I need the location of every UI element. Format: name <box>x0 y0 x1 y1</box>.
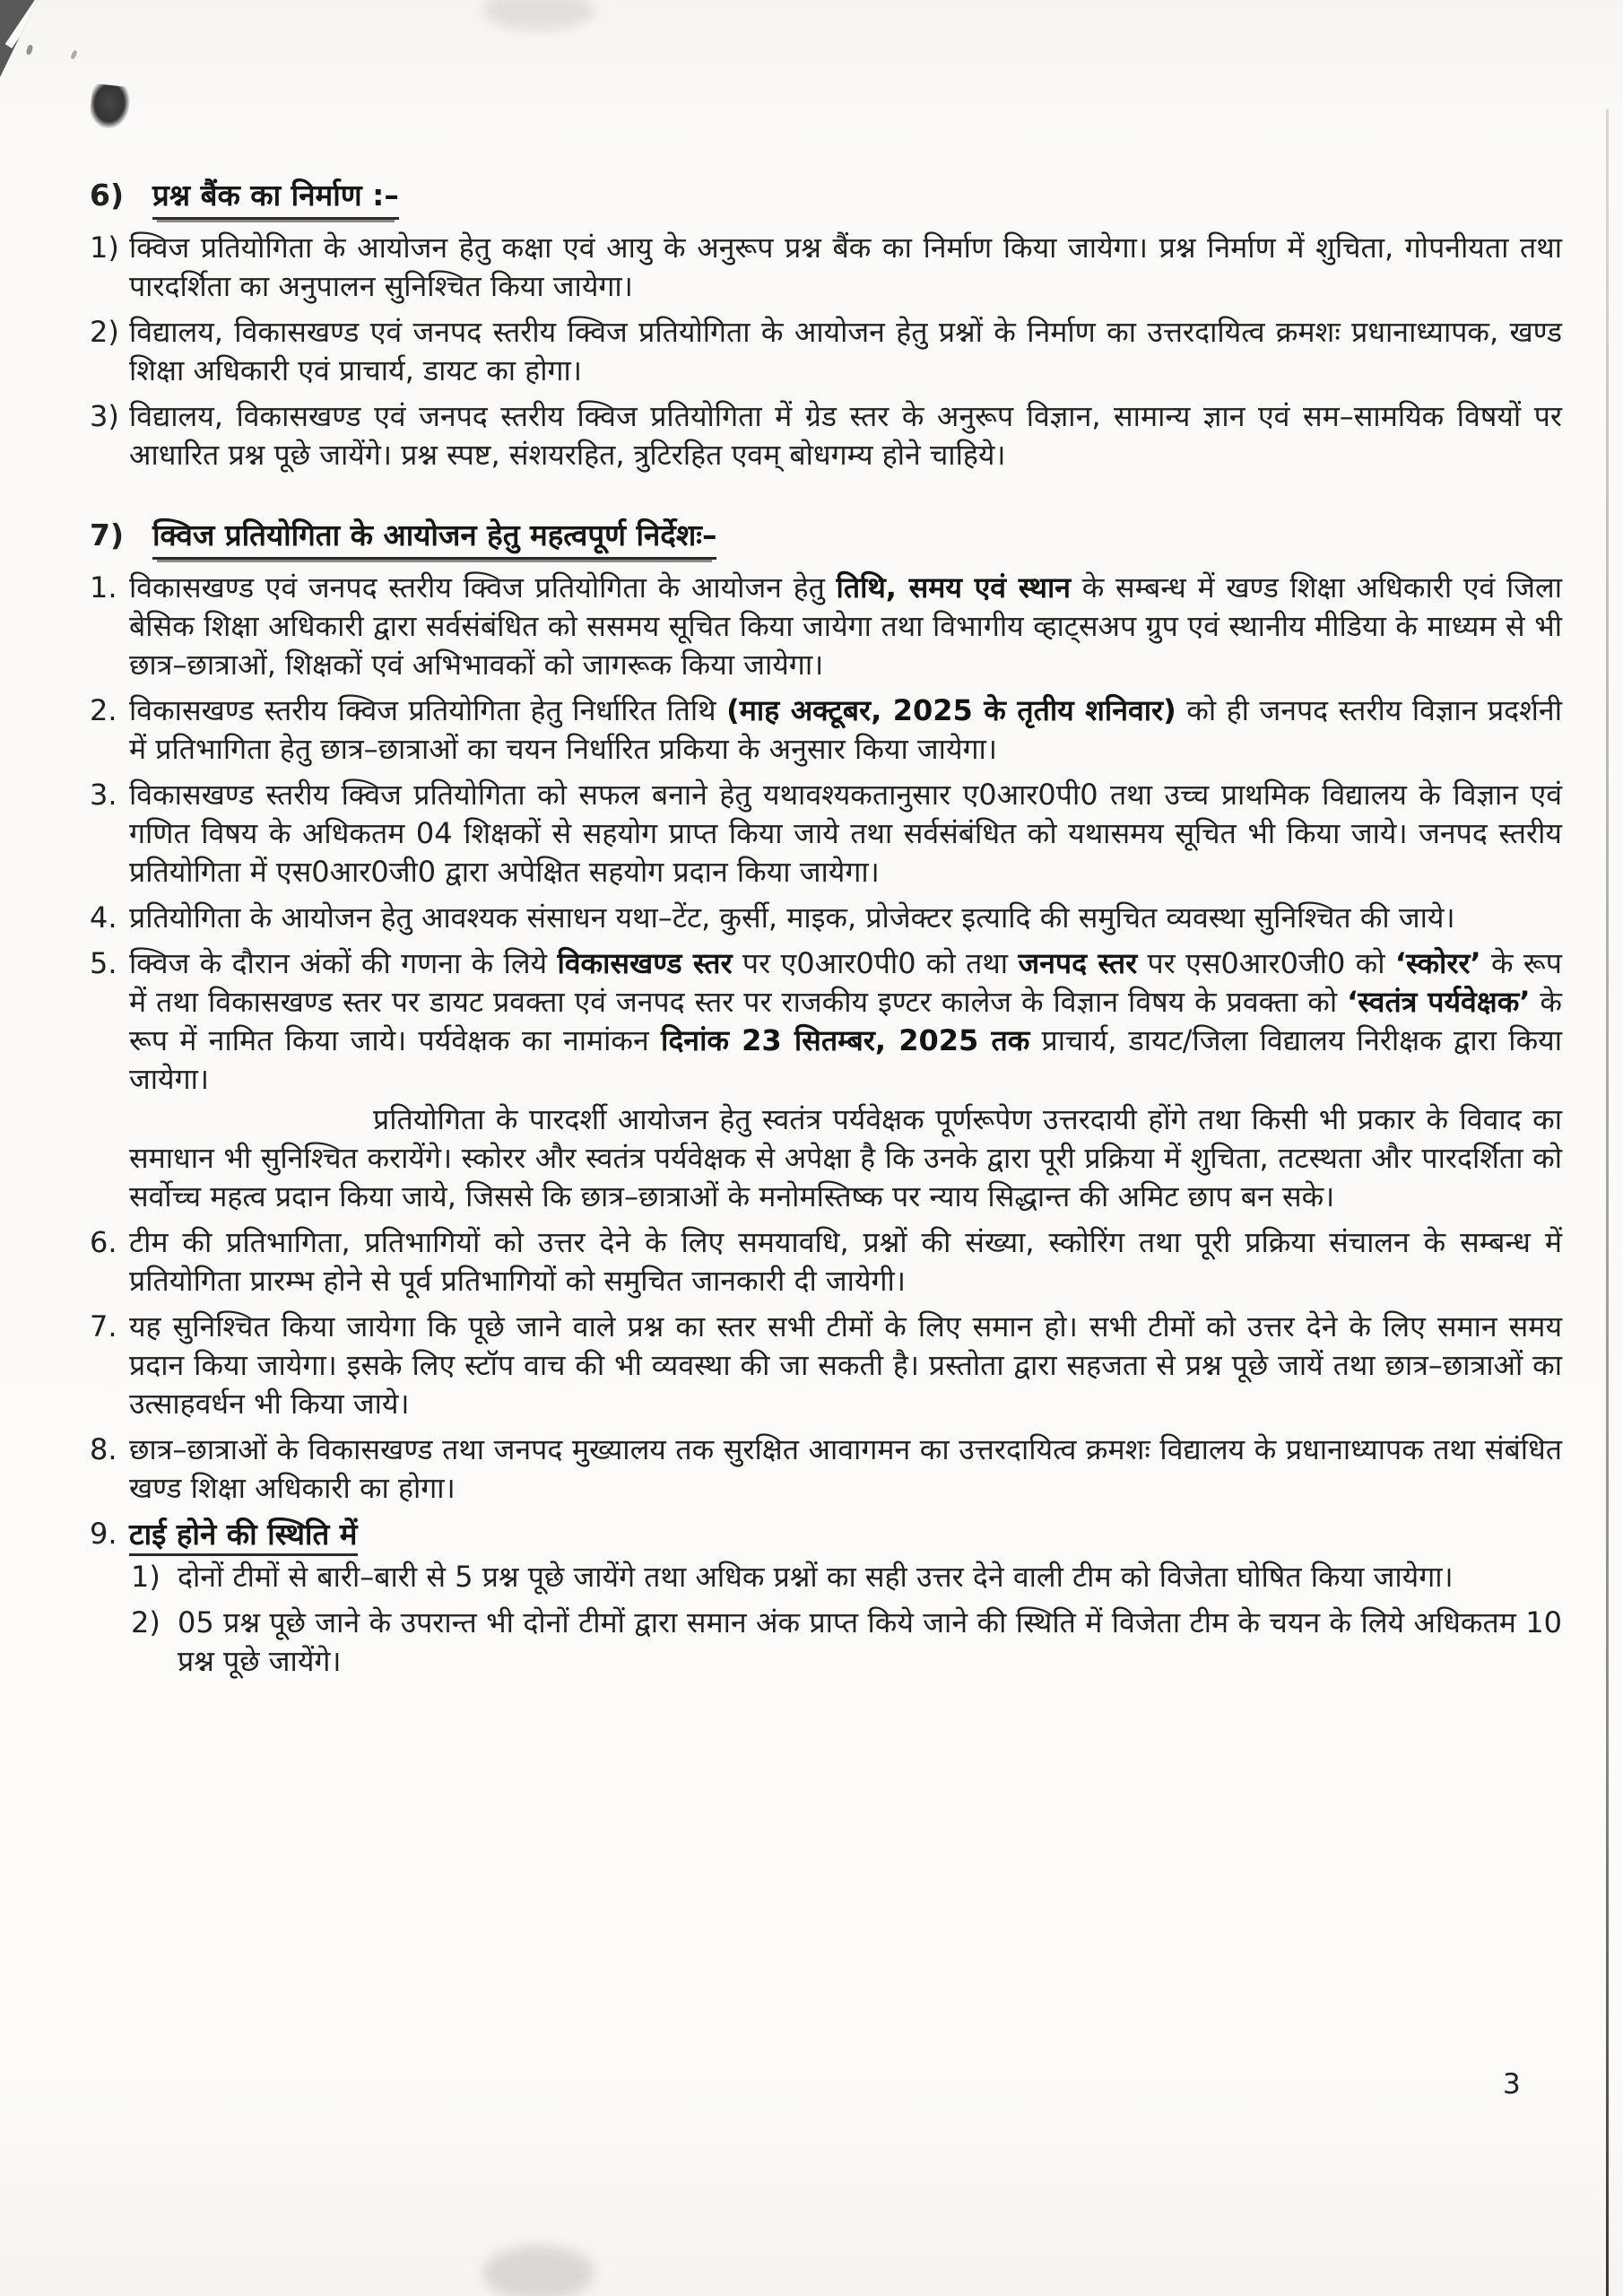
section-number: 6) <box>90 178 125 213</box>
section-7-list <box>90 569 1562 1688</box>
item-text: दोनों टीमों से बारी–बारी से 5 प्रश्न पूछे जायेंगे तथा अधिक प्रश्नों का सही उत्तर देने वाली टीम को विजेता घोषित किया जायेगा। <box>178 1560 1454 1594</box>
list-item <box>90 313 1562 390</box>
ink-speck <box>25 44 33 55</box>
item-number: 4. <box>90 900 117 935</box>
section-6-list <box>90 229 1562 474</box>
item-number: 7. <box>90 1309 117 1344</box>
item-paragraph: प्रतियोगिता के पारदर्शी आयोजन हेतु स्वतंत्र पर्यवेक्षक पूर्णरूपेण उत्तरदायी होंगे तथा किसी भी प्रकार के विवाद का समाधान भी सुनिश्चित करायेंगे। स्कोरर और स्वतंत्र पर्यवेक्षक से अपेक्षा है कि उनके द्वारा पूरी प्रक्रिया में शुचिता, तटस्थता और पारदर्शिता को सर्वोच्च महत्व प्रदान किया जाये, जिससे कि छात्र–छात्राओं के मनोमस्तिष्क पर न्याय सिद्धान्त की अमिट छाप बन सके। <box>129 1102 1562 1213</box>
item-number: 6. <box>90 1225 117 1259</box>
item-text: यह सुनिश्चित किया जायेगा कि पूछे जाने वाले प्रश्न का स्तर सभी टीमों के लिए समान हो। सभी टीमों को उत्तर देने के लिए समान समय प्रदान किया जायेगा। इसके लिए स्टॉप वाच की भी व्यवस्था की जा सकती है। प्रस्तोता द्वारा सहजता से प्रश्न पूछे जायें तथा छात्र–छात्राओं का उत्साहवर्धन भी किया जाये। <box>129 1309 1562 1421</box>
list-item <box>90 229 1562 306</box>
item-text: 05 प्रश्न पूछे जाने के उपरान्त भी दोनों टीमों द्वारा समान अंक प्राप्त किये जाने की स्थिति में विजेता टीम के चयन के लिये अधिकतम 10 प्रश्न पूछे जायेंगे। <box>178 1605 1562 1678</box>
item-number: 3. <box>90 778 117 812</box>
item-number: 2) <box>131 1605 161 1639</box>
section-heading-row <box>90 176 1562 220</box>
list-item <box>90 569 1562 684</box>
list-item <box>90 1308 1562 1423</box>
page-number: 3 <box>1503 2068 1521 2100</box>
section-number: 7) <box>90 517 125 552</box>
item-text <box>129 1515 1562 1688</box>
item-number: 1. <box>90 570 117 604</box>
section-heading: क्विज प्रतियोगिता के आयोजन हेतु महत्वपूर्ण निर्देशः– <box>152 516 716 560</box>
item-number: 1) <box>90 230 119 265</box>
list-item <box>90 1431 1562 1508</box>
item-text: विकासखण्ड स्तरीय क्विज प्रतियोगिता हेतु निर्धारित तिथि (माह अक्टूबर, 2025 के तृतीय शनिवार) को ही जनपद स्तरीय विज्ञान प्रदर्शनी में प्रतिभागिता हेतु छात्र–छात्राओं का चयन निर्धारित प्रकिया के अनुसार किया जायेगा। <box>129 693 1562 766</box>
item-text: प्रतियोगिता के आयोजन हेतु आवश्यक संसाधन यथा–टेंट, कुर्सी, माइक, प्रोजेक्टर इत्यादि की समुचित व्यवस्था सुनिश्चित की जाये। <box>129 900 1455 935</box>
section-7 <box>90 516 1562 1688</box>
list-item <box>90 1515 1562 1688</box>
document-content <box>90 176 1562 1729</box>
list-item <box>90 899 1562 937</box>
list-item <box>90 397 1562 474</box>
section-heading-row <box>90 516 1562 560</box>
ink-speck <box>70 49 78 59</box>
item-number: 8. <box>90 1432 117 1466</box>
tie-break-sublist <box>129 1558 1562 1681</box>
list-item <box>90 1223 1562 1300</box>
list-item <box>90 944 1562 1216</box>
corner-fold-slash <box>5 0 48 48</box>
item-number: 2. <box>90 693 117 727</box>
item-text: विद्यालय, विकासखण्ड एवं जनपद स्तरीय क्विज प्रतियोगिता में ग्रेड स्तर के अनुरूप विज्ञान, सामान्य ज्ञान एवं सम–सामयिक विषयों पर आधारित प्रश्न पूछे जायेंगे। प्रश्न स्पष्ट, संशयरहित, त्रुटिरहित एवम् बोधगम्य होने चाहिये। <box>129 399 1562 472</box>
item-text: विद्यालय, विकासखण्ड एवं जनपद स्तरीय क्विज प्रतियोगिता के आयोजन हेतु प्रश्नों के निर्माण का उत्तरदायित्व क्रमशः प्रधानाध्यापक, खण्ड शिक्षा अधिकारी एवं प्राचार्य, डायट का होगा। <box>129 315 1562 387</box>
list-item <box>131 1604 1562 1681</box>
item-text: विकासखण्ड स्तरीय क्विज प्रतियोगिता को सफल बनाने हेतु यथावश्यकतानुसार ए0आर0पी0 तथा उच्च प्राथमिक विद्यालय के विज्ञान एवं गणित विषय के अधिकतम 04 शिक्षकों से सहयोग प्राप्त किया जाये तथा सर्वसंबंधित को यथासमय सूचित भी किया जाये। जनपद स्तरीय प्रतियोगिता में एस0आर0जी0 द्वारा अपेक्षित सहयोग प्रदान किया जायेगा। <box>129 778 1562 889</box>
item-text: क्विज प्रतियोगिता के आयोजन हेतु कक्षा एवं आयु के अनुरूप प्रश्न बैंक का निर्माण किया जायेगा। प्रश्न निर्माण में शुचिता, गोपनीयता तथा पारदर्शिता का अनुपालन सुनिश्चित किया जायेगा। <box>129 230 1562 303</box>
item-text: टीम की प्रतिभागिता, प्रतिभागियों को उत्तर देने के लिए समयावधि, प्रश्नों की संख्या, स्कोरिंग तथा पूरी प्रक्रिया संचालन के सम्बन्ध में प्रतियोगिता प्रारम्भ होने से पूर्व प्रतिभागियों को समुचित जानकारी दी जायेगी। <box>129 1225 1562 1298</box>
item-number: 2) <box>90 315 119 349</box>
scan-smudge-top <box>482 0 595 30</box>
item-text: क्विज के दौरान अंकों की गणना के लिये विकासखण्ड स्तर पर ए0आर0पी0 को तथा जनपद स्तर पर एस0आर0जी0 को ‘स्कोरर’ के रूप में तथा विकासखण्ड स्तर पर डायट प्रवक्ता एवं जनपद स्तर पर राजकीय इण्टर कालेज के विज्ञान विषय के प्रवक्ता को ‘स्वतंत्र पर्यवेक्षक’ के रूप में नामित किया जाये। पर्यवेक्षक का नामांकन दिनांक 23 सितम्बर, 2025 तक प्राचार्य, डायट/जिला विद्यालय निरीक्षक द्वारा किया जायेगा। प्रतियोगिता के पारदर्शी आयोजन हेतु स्वतंत्र पर्यवेक्षक पूर्णरूपेण उत्तरदायी होंगे तथा किसी भी प्रकार के विवाद का समाधान भी सुनिश्चित करायेंगे। स्कोरर और स्वतंत्र पर्यवेक्षक से अपेक्षा है कि उनके द्वारा पूरी प्रक्रिया में शुचिता, तटस्थता और पारदर्शिता को सर्वोच्च महत्व प्रदान किया जाये, जिससे कि छात्र–छात्राओं के मनोमस्तिष्क पर न्याय सिद्धान्त की अमिट छाप बन सके। <box>129 944 1562 1216</box>
list-item <box>90 691 1562 769</box>
item-number: 1) <box>131 1560 161 1594</box>
item-heading: टाई होने की स्थिति में <box>129 1517 358 1556</box>
list-item <box>131 1558 1562 1596</box>
punch-hole-mark <box>89 83 132 130</box>
section-heading: प्रश्न बैंक का निर्माण :– <box>152 176 399 220</box>
scan-edge-line <box>1606 109 1609 2296</box>
item-number: 5. <box>90 946 117 980</box>
item-number: 3) <box>90 399 119 433</box>
corner-fold-mark <box>0 0 54 77</box>
item-text: विकासखण्ड एवं जनपद स्तरीय क्विज प्रतियोगिता के आयोजन हेतु तिथि, समय एवं स्थान के सम्बन्ध में खण्ड शिक्षा अधिकारी एवं जिला बेसिक शिक्षा अधिकारी द्वारा सर्वसंबंधित को ससमय सूचित किया जायेगा तथा विभागीय व्हाट्सअप ग्रुप एवं स्थानीय मीडिया के माध्यम से भी छात्र–छात्राओं, शिक्षकों एवं अभिभावकों को जागरूक किया जायेगा। <box>129 570 1563 682</box>
item-number: 9. <box>90 1517 117 1551</box>
item-text: छात्र–छात्राओं के विकासखण्ड तथा जनपद मुख्यालय तक सुरक्षित आवागमन का उत्तरदायित्व क्रमशः विद्यालय के प्रधानाध्यापक तथा संबंधित खण्ड शिक्षा अधिकारी का होगा। <box>129 1432 1562 1505</box>
list-item <box>90 776 1562 891</box>
section-6 <box>90 176 1562 474</box>
scan-smudge-bottom <box>482 2246 595 2296</box>
